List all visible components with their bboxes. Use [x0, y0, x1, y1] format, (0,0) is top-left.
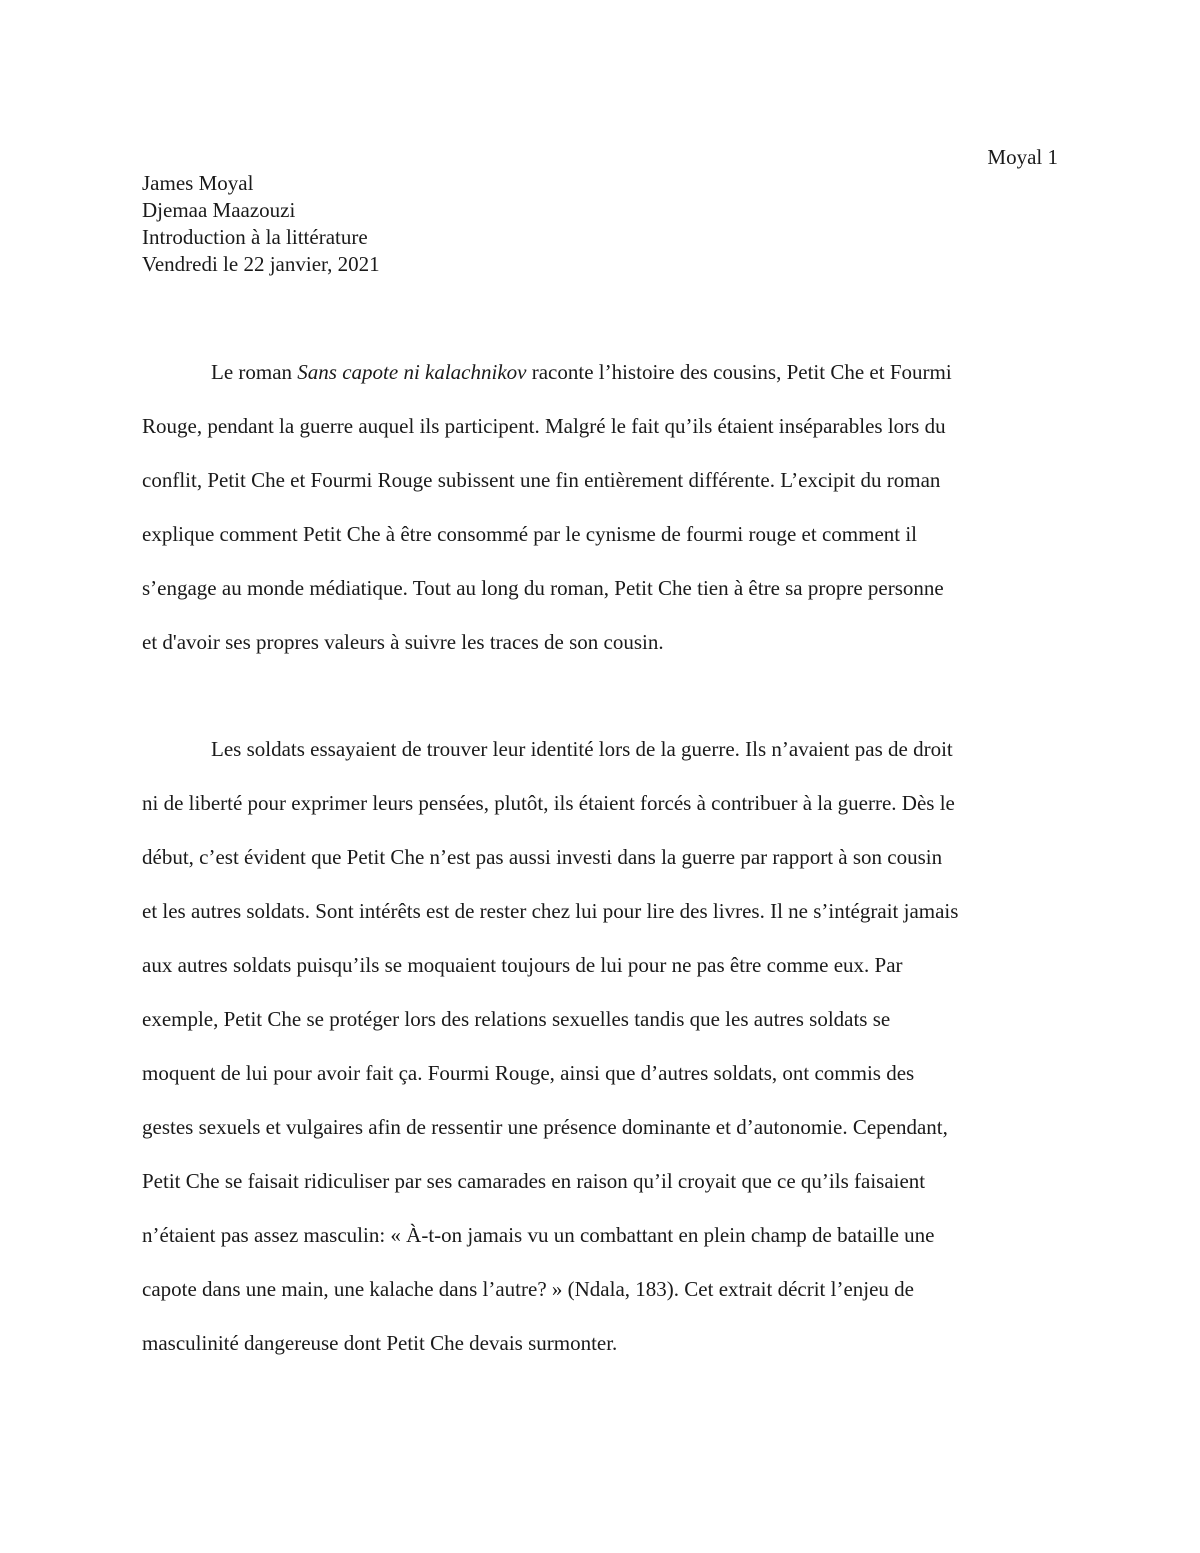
book-title: Sans capote ni kalachnikov: [297, 360, 527, 384]
paragraph-line: n’étaient pas assez masculin: « À-t-on jamais vu un combattant en plein champ de bataille une: [142, 1223, 935, 1247]
paragraph-line: Petit Che se faisait ridiculiser par ses camarades en raison qu’il croyait que ce qu’ils faisaient: [142, 1169, 926, 1193]
paragraph-line: conflit, Petit Che et Fourmi Rouge subissent une fin entièrement différente. L’excipit du roman: [142, 468, 941, 492]
paragraph-line: et les autres soldats. Sont intérêts est de rester chez lui pour lire des livres. Il ne s’intégrait jamais: [142, 899, 959, 923]
paragraph-line: moquent de lui pour avoir fait ça. Fourmi Rouge, ainsi que d’autres soldats, ont commis des: [142, 1061, 915, 1085]
course-name: Introduction à la littérature: [142, 225, 368, 249]
author-name: James Moyal: [142, 171, 254, 195]
paragraph-line: capote dans une main, une kalache dans l’autre? » (Ndala, 183). Cet extrait décrit l’enjeu de: [142, 1277, 915, 1301]
paragraph-line: explique comment Petit Che à être consommé par le cynisme de fourmi rouge et comment il: [142, 522, 918, 546]
paragraph-line: masculinité dangereuse dont Petit Che devais surmonter.: [142, 1331, 618, 1355]
paragraph-line: et d'avoir ses propres valeurs à suivre les traces de son cousin.: [142, 630, 664, 654]
page-number: Moyal 1: [987, 145, 1058, 169]
paragraph-line: s’engage au monde médiatique. Tout au long du roman, Petit Che tien à être sa propre personne: [142, 576, 944, 600]
paragraph-line: Rouge, pendant la guerre auquel ils participent. Malgré le fait qu’ils étaient inséparables lors du: [142, 414, 946, 438]
paragraph-line: aux autres soldats puisqu’ils se moquaient toujours de lui pour ne pas être comme eux. Par: [142, 953, 903, 977]
paragraph-2: [142, 722, 1058, 1370]
paragraph-line: ni de liberté pour exprimer leurs pensées, plutôt, ils étaient forcés à contribuer à la guerre. Dès le: [142, 791, 955, 815]
mla-heading: [142, 170, 380, 278]
paragraph-line: gestes sexuels et vulgaires afin de ressentir une présence dominante et d’autonomie. Cependant,: [142, 1115, 948, 1139]
date: Vendredi le 22 janvier, 2021: [142, 252, 380, 276]
paragraph-line: Le roman Sans capote ni kalachnikov raconte l’histoire des cousins, Petit Che et Fourmi: [211, 360, 952, 384]
paragraph-line: Les soldats essayaient de trouver leur identité lors de la guerre. Ils n’avaient pas de droit: [211, 737, 953, 761]
paragraph-line: exemple, Petit Che se protéger lors des relations sexuelles tandis que les autres soldats se: [142, 1007, 891, 1031]
paragraph-line: début, c’est évident que Petit Che n’est pas aussi investi dans la guerre par rapport à son cousin: [142, 845, 943, 869]
instructor-name: Djemaa Maazouzi: [142, 198, 296, 222]
paragraph-1: [142, 345, 1058, 669]
